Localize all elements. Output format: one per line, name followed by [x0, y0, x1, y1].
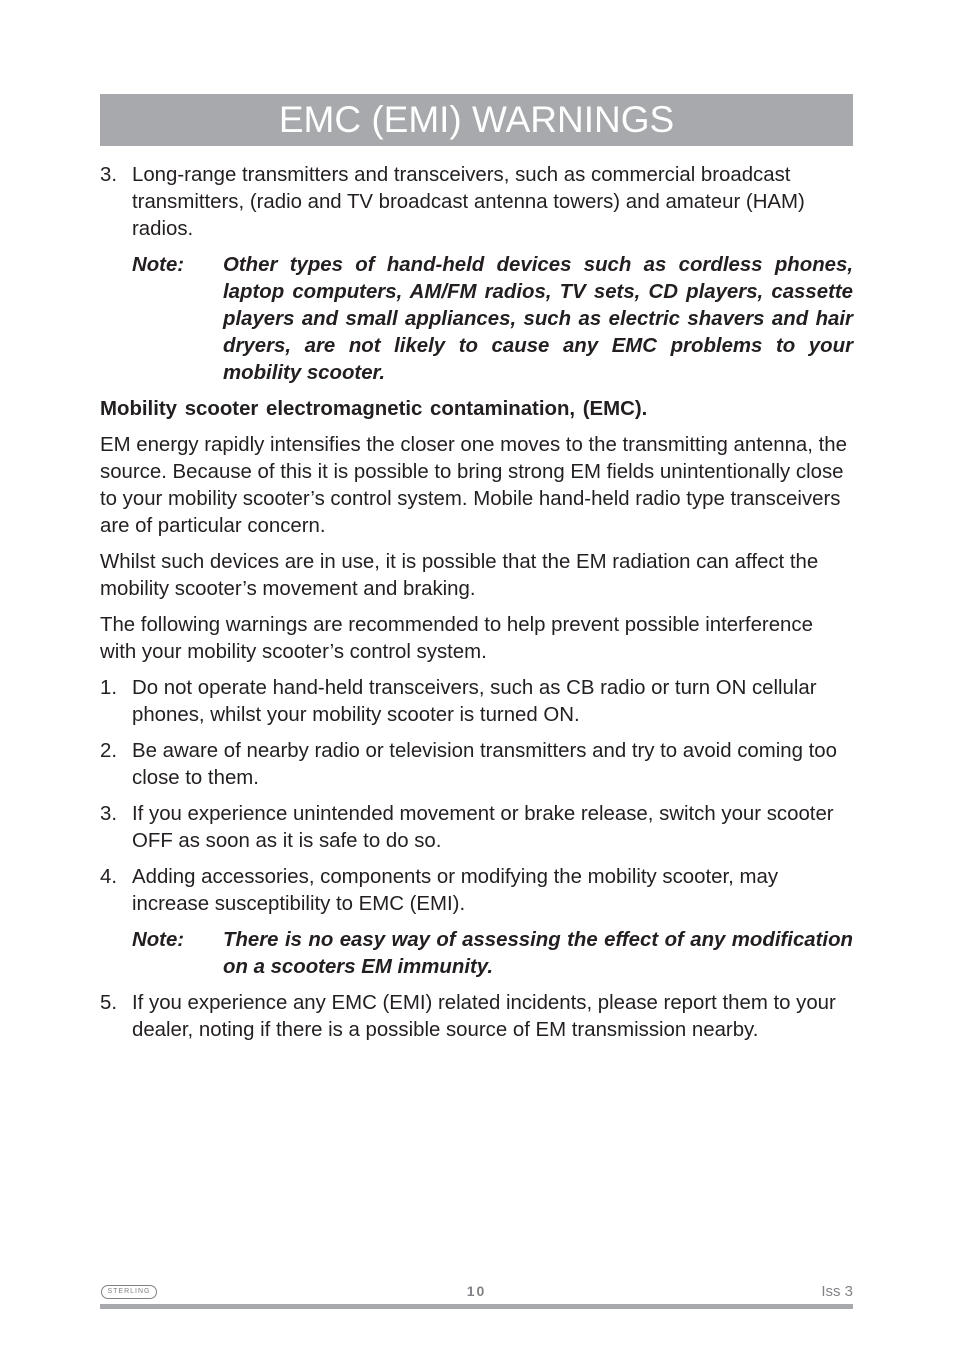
note-box — [132, 252, 853, 387]
list-text: Adding accessories, components or modifying the mobility scooter, may increase susceptibility to EMC (EMI). — [132, 866, 779, 915]
note-label: Note: — [132, 254, 185, 276]
list-text: If you experience any EMC (EMI) related incidents, please report them to your dealer, noting if there is a possible source of EM transmission nearby. — [132, 992, 836, 1041]
note-text: There is no easy way of assessing the effect of any modification on a scooters EM immunity. — [223, 929, 853, 978]
list-item — [100, 738, 853, 792]
list-number: 2. — [100, 740, 118, 762]
document-page — [100, 94, 853, 1053]
section-heading: Mobility scooter electromagnetic contamination, (EMC). — [100, 398, 648, 420]
list-number: 1. — [100, 677, 118, 699]
page-title: EMC (EMI) WARNINGS — [278, 99, 675, 140]
page-number: 10 — [466, 1283, 487, 1299]
paragraph: Whilst such devices are in use, it is possible that the EM radiation can affect the mobility scooter’s movement and braking. — [100, 551, 819, 600]
list-number: 3. — [100, 803, 118, 825]
list-text: Do not operate hand-held transceivers, such as CB radio or turn ON cellular phones, whilst your mobility scooter is turned ON. — [132, 677, 817, 726]
title-banner — [100, 94, 853, 146]
list-number: 4. — [100, 866, 118, 888]
list-text: If you experience unintended movement or brake release, switch your scooter OFF as soon as it is safe to do so. — [132, 803, 834, 852]
note-text: Other types of hand-held devices such as cordless phones, laptop computers, AM/FM radios, TV sets, CD players, cassette players and small appliances, such as electric shavers and hair dryers, are not likely to cause any EMC problems to your mobility scooter. — [223, 254, 853, 384]
brand-logo: STERLING — [101, 1285, 157, 1299]
footer-divider — [100, 1304, 853, 1309]
list-number: 5. — [100, 992, 118, 1014]
list-number: 3. — [100, 164, 118, 186]
list-item — [100, 990, 853, 1044]
paragraph: The following warnings are recommended to help prevent possible interference with your mobility scooter’s control system. — [100, 614, 813, 663]
list-item — [100, 162, 853, 243]
list-text: Long-range transmitters and transceivers, such as commercial broadcast transmitters, (radio and TV broadcast antenna towers) and amateur (HAM) radios. — [132, 164, 805, 240]
list-item — [100, 801, 853, 855]
issue-label: Iss 3 — [821, 1283, 853, 1300]
list-text: Be aware of nearby radio or television transmitters and try to avoid coming too close to them. — [132, 740, 837, 789]
list-item — [100, 864, 853, 918]
note-box — [132, 927, 853, 981]
list-item — [100, 675, 853, 729]
page-footer — [100, 1282, 853, 1302]
document-body — [100, 162, 853, 1044]
note-label: Note: — [132, 929, 185, 951]
paragraph: EM energy rapidly intensifies the closer one moves to the transmitting antenna, the source. Because of this it is possible to bring strong EM fields unintentionally close to your mobility scooter’s control system. Mobile hand-held radio type transceivers are of particular concern. — [100, 434, 847, 537]
